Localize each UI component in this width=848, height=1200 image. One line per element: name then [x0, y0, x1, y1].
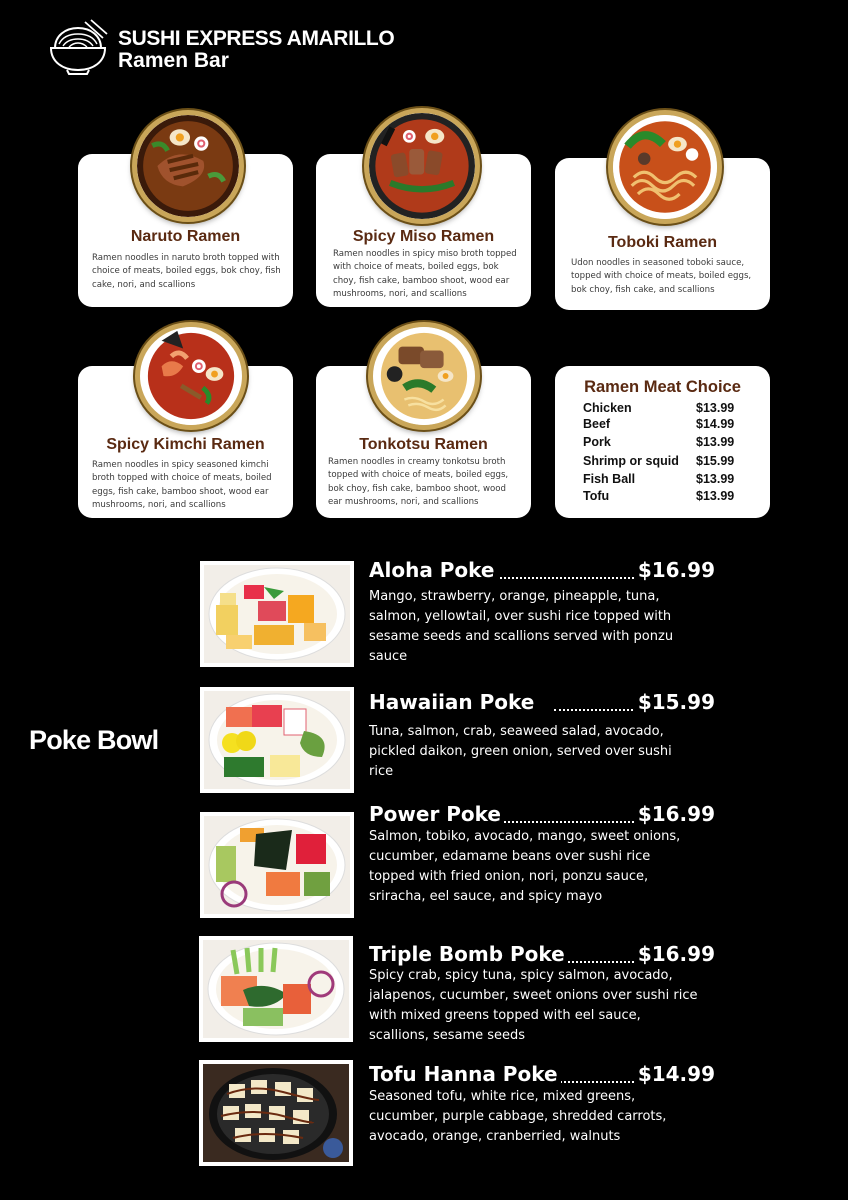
dot-leader — [554, 709, 637, 711]
meat-choice-row — [583, 489, 740, 503]
ramen-name: Toboki Ramen — [607, 234, 718, 251]
naruto-ramen-bowl-image — [132, 110, 244, 222]
poke-item-header — [369, 1062, 715, 1088]
poke-item-header — [369, 802, 715, 828]
meat-name: Shrimp or squid — [583, 454, 679, 468]
spicy-kimchi-ramen-bowl-image — [135, 322, 247, 430]
ramen-description: Ramen noodles in creamy tonkotsu broth topped with choice of meats, boiled eggs, bok choy, fish cake, bamboo shoot, wood ear mushrooms, nori, and scallions — [328, 457, 509, 508]
aloha-poke-image — [200, 561, 354, 667]
brand-block — [118, 28, 394, 72]
tofu-hanna-poke-image — [199, 1060, 353, 1166]
ramen-description: Ramen noodles in spicy seasoned kimchi broth topped with choice of meats, boiled eggs, fish cake, bamboo shoot, wood ear mushrooms, nori, and scallions — [92, 460, 272, 511]
ramen-description: Ramen noodles in spicy miso broth topped with choice of meats, boiled eggs, bok choy, fish cake, bamboo shoot, wood ear mushrooms, nori, and scallions — [333, 249, 517, 300]
ramen-meat-choice-card — [555, 366, 770, 518]
poke-price: $16.99 — [635, 558, 715, 582]
poke-name: Triple Bomb Poke — [369, 942, 568, 966]
restaurant-name: SUSHI EXPRESS AMARILLO — [118, 27, 395, 50]
poke-price: $16.99 — [635, 942, 715, 966]
meat-choice-row — [583, 435, 740, 449]
poke-price: $16.99 — [635, 802, 715, 826]
ramen-bowl-logo-icon — [45, 18, 111, 76]
poke-name: Hawaiian Poke — [369, 690, 537, 714]
meat-price: $15.99 — [696, 454, 735, 468]
ramen-description: Udon noodles in seasoned toboki sauce, topped with choice of meats, boiled eggs, bok choy, fish cake, and scallions — [571, 258, 752, 295]
poke-description: Tuna, salmon, crab, seaweed salad, avocado, pickled daikon, green onion, served over sushi rice — [369, 724, 672, 779]
power-poke-image — [200, 812, 354, 918]
poke-description: Mango, strawberry, orange, pineapple, tuna, salmon, yellowtail, over sushi rice topped with sesame seeds and scallions served with ponzu sauce — [369, 589, 674, 664]
poke-name: Aloha Poke — [369, 558, 498, 582]
meat-price: $13.99 — [696, 472, 735, 486]
spicy-miso-ramen-bowl-image — [364, 108, 480, 224]
ramen-name: Naruto Ramen — [130, 228, 241, 245]
meat-name: Beef — [583, 417, 611, 431]
poke-price: $15.99 — [635, 690, 715, 714]
ramen-name: Tonkotsu Ramen — [359, 436, 488, 453]
meat-price: $13.99 — [696, 435, 735, 449]
meat-price: $13.99 — [696, 401, 735, 415]
poke-item-header — [369, 558, 715, 584]
poke-description: Seasoned tofu, white rice, mixed greens, cucumber, purple cabbage, shredded carrots, avocado, orange, cranberried, walnuts — [369, 1089, 667, 1144]
meat-name: Pork — [583, 435, 611, 449]
poke-description: Spicy crab, spicy tuna, spicy salmon, avocado, jalapenos, cucumber, sweet onions over sushi rice with mixed greens topped with eel sauce, scallions, sesame seeds — [369, 968, 698, 1043]
poke-item-header — [369, 690, 715, 716]
meat-choice-row — [583, 454, 740, 468]
poke-name: Tofu Hanna Poke — [369, 1062, 561, 1086]
meat-price: $13.99 — [696, 489, 735, 503]
tonkotsu-ramen-bowl-image — [368, 322, 480, 430]
poke-name: Power Poke — [369, 802, 504, 826]
hawaiian-poke-image — [200, 687, 354, 793]
meat-choice-row — [583, 401, 740, 415]
triple-bomb-poke-image — [199, 936, 353, 1042]
ramen-name: Spicy Kimchi Ramen — [106, 436, 265, 453]
meat-price: $14.99 — [696, 417, 735, 431]
ramen-name: Spicy Miso Ramen — [352, 228, 495, 245]
meat-choice-row — [583, 417, 740, 431]
meat-choice-row — [583, 472, 740, 486]
poke-price: $14.99 — [635, 1062, 715, 1086]
poke-bowl-section-title: Poke Bowl — [29, 725, 159, 755]
meat-name: Tofu — [583, 489, 610, 503]
poke-description: Salmon, tobiko, avocado, mango, sweet onions, cucumber, edamame beans over sushi rice topped with fried onion, nori, ponzu sauce, sriracha, eel sauce, and spicy mayo — [369, 829, 681, 904]
ramen-description: Ramen noodles in naruto broth topped with choice of meats, boiled eggs, bok choy, fish cake, nori, and scallions — [92, 253, 281, 290]
toboki-ramen-bowl-image — [608, 110, 722, 224]
meat-choice-title: Ramen Meat Choice — [584, 378, 741, 396]
meat-name: Fish Ball — [583, 472, 636, 486]
meat-name: Chicken — [583, 401, 632, 415]
poke-item-header — [369, 942, 715, 968]
section-subtitle: Ramen Bar — [118, 49, 229, 72]
